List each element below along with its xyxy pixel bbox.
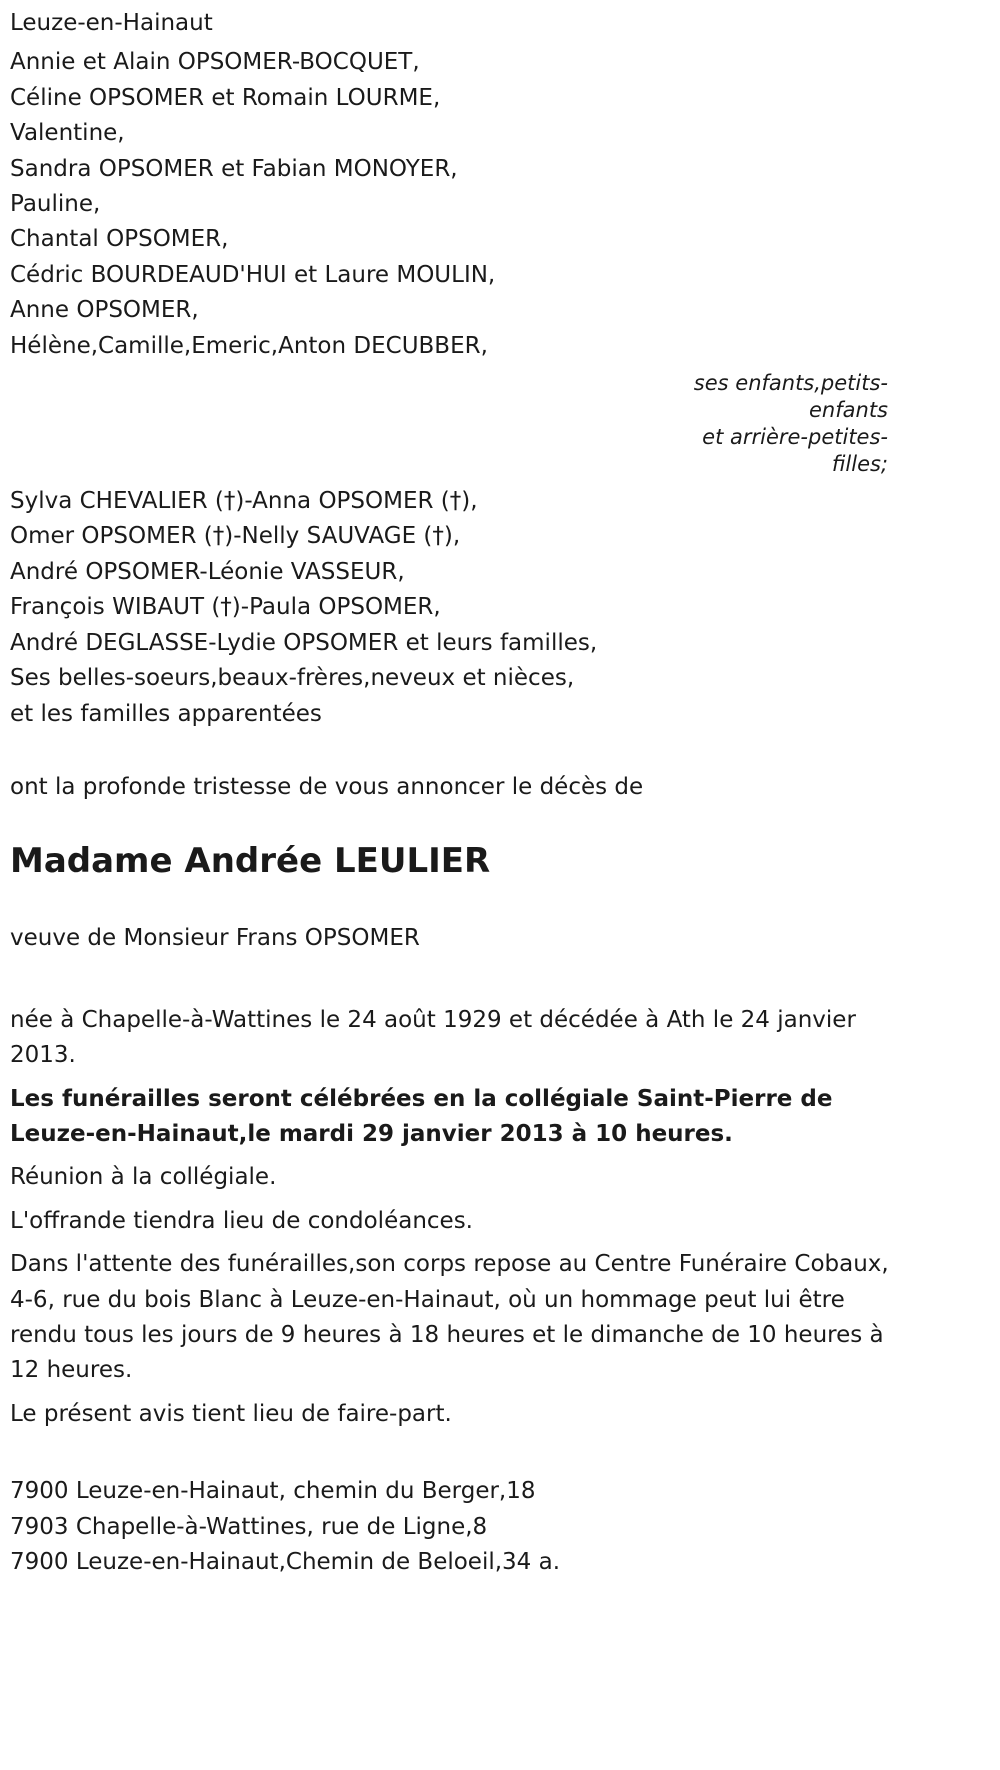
city-header: Leuze-en-Hainaut (10, 10, 213, 36)
family-line: Pauline, (10, 191, 101, 218)
relative-line: André DEGLASSE-Lydie OPSOMER et leurs familles, (10, 629, 598, 656)
relative-line: André OPSOMER-Léonie VASSEUR, (10, 558, 405, 585)
relative-line: Omer OPSOMER (†)-Nelly SAUVAGE (†), (10, 523, 461, 550)
funeral-text: Les funérailles seront célébrées en la collégiale Saint-Pierre de Leuze-en-Hainaut,le mardi 29 janvier 2013 à 10 heures. (10, 1085, 833, 1147)
relative-line: Sylva CHEVALIER (†)-Anna OPSOMER (†), (10, 488, 478, 515)
addresses-list (10, 1474, 890, 1580)
relative-line: et les familles apparentées (10, 700, 322, 727)
relative-line: François WIBAUT (†)-Paula OPSOMER, (10, 594, 441, 621)
offering-text: L'offrande tiendra lieu de condoléances. (10, 1207, 473, 1234)
relation-line: ses enfants,petits- (693, 371, 888, 396)
widow-of-text: veuve de Monsieur Frans OPSOMER (10, 925, 420, 952)
family-line: Chantal OPSOMER, (10, 226, 229, 253)
notice-text: Le présent avis tient lieu de faire-part. (10, 1400, 452, 1427)
family-line: Annie et Alain OPSOMER-BOCQUET, (10, 49, 420, 76)
deceased-name: Madame Andrée LEULIER (10, 841, 491, 882)
obituary-notice (10, 0, 890, 1580)
address-line: 7900 Leuze-en-Hainaut,Chemin de Beloeil,34 a. (10, 1549, 561, 1575)
family-line: Sandra OPSOMER et Fabian MONOYER, (10, 155, 458, 182)
family-line: Hélène,Camille,Emeric,Anton DECUBBER, (10, 332, 488, 359)
relation-line: enfants (809, 398, 888, 423)
relatives-list (10, 484, 890, 732)
relation-line: filles; (831, 452, 888, 477)
family-line: Cédric BOURDEAUD'HUI et Laure MOULIN, (10, 261, 496, 288)
family-line: Céline OPSOMER et Romain LOURME, (10, 84, 441, 111)
birth-death-text: née à Chapelle-à-Wattines le 24 août 1929 et décédée à Ath le 24 janvier 2013. (10, 1006, 856, 1069)
family-line: Valentine, (10, 120, 125, 147)
meeting-text: Réunion à la collégiale. (10, 1164, 277, 1191)
relation-note (10, 370, 890, 478)
family-list (10, 45, 890, 364)
relative-line: Ses belles-soeurs,beaux-frères,neveux et nièces, (10, 665, 575, 692)
relation-line: et arrière-petites- (702, 425, 888, 450)
viewing-text: Dans l'attente des funérailles,son corps repose au Centre Funéraire Cobaux, 4-6, rue du bois Blanc à Leuze-en-Hainaut, où un hommage peut lui être rendu tous les jours de 9 heures à 18 heures et le dimanche de 10 heures à 12 heures. (10, 1251, 889, 1384)
family-line: Anne OPSOMER, (10, 297, 199, 324)
address-line: 7903 Chapelle-à-Wattines, rue de Ligne,8 (10, 1513, 488, 1540)
address-line: 7900 Leuze-en-Hainaut, chemin du Berger,18 (10, 1478, 536, 1505)
announcement-text: ont la profonde tristesse de vous annoncer le décès de (10, 773, 644, 800)
